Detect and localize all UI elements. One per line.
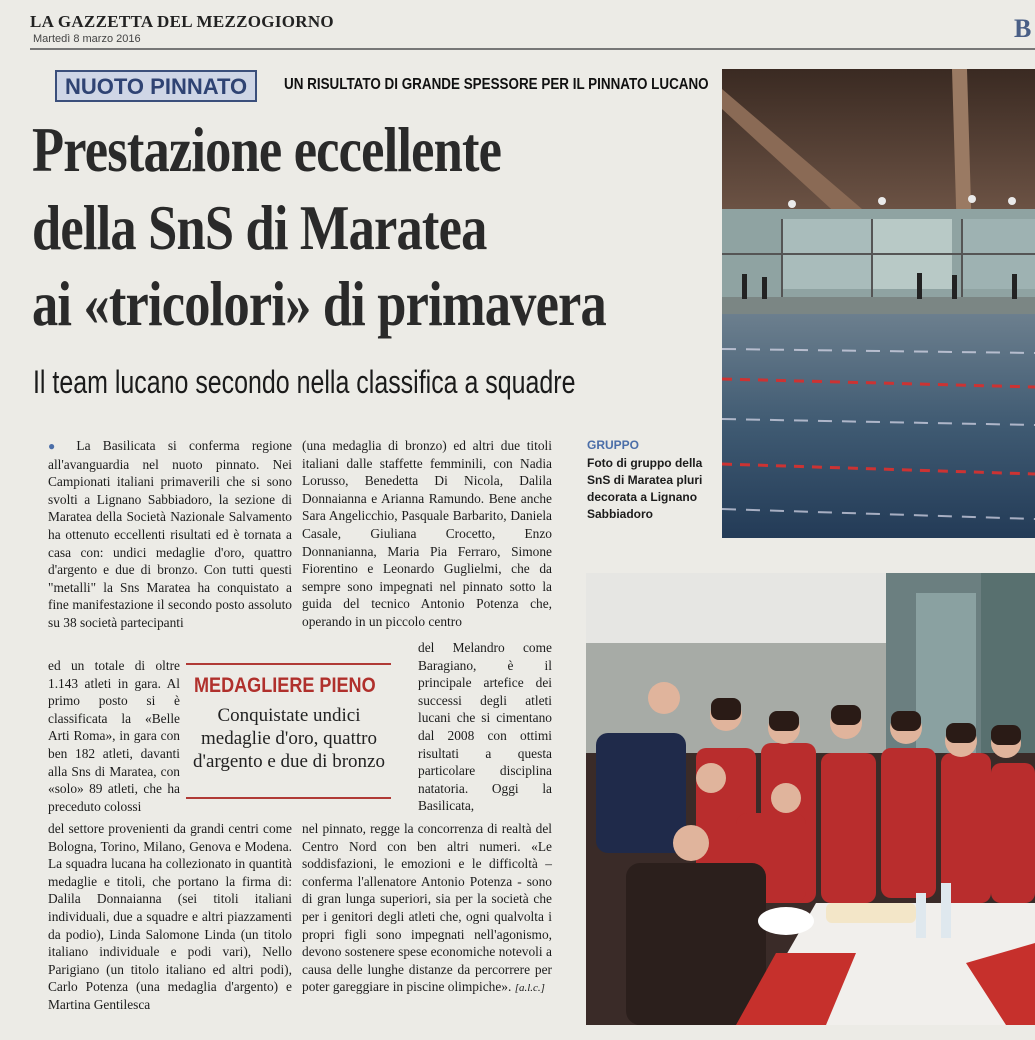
article-text: nel pinnato, regge la concorrenza di realtà del Centro Nord con ben altri numeri. «Le soddisfazioni, le emozioni e le difficoltà – conferma l'allenatore Antonio Potenza - sono di gran lunga superiori, sia per la società che per i genitori degli atleti che, ogni qualvolta i propri figli sono impegnati nell'agonismo, devono sostenere spese economiche notevoli a causa delle lunghe distanze da percorrere per poter gareggiare in piscine olimpiche». bbox=[302, 821, 552, 995]
pullquote-rule-top bbox=[186, 663, 391, 665]
pullquote-title: MEDAGLIERE PIENO bbox=[194, 674, 376, 697]
headline-line-3: ai «tricolori» di primavera bbox=[32, 268, 606, 339]
article-column-1-top bbox=[48, 437, 292, 632]
team-group-photo bbox=[586, 573, 1035, 1025]
author-signature: [a.l.c.] bbox=[514, 982, 545, 995]
caption-text: Foto di gruppo della SnS di Maratea pluri decorata a Lignano Sabbiadoro bbox=[587, 456, 703, 521]
article-column-1-bottom bbox=[48, 820, 292, 1014]
article-text: del Melandro come Baragiano, è il principale artefice dei successi degli atleti lucani che si cimentano dal 2008 con ottimi risultati a questa particolare disciplina natatoria. Oggi la Basilicata, bbox=[418, 640, 552, 814]
article-text: del settore provenienti da grandi centri come Bologna, Torino, Milano, Genova e Modena. La squadra lucana ha collezionato in quantità medaglie e titoli, che portano la firma di: Dalila Donnaianna (sei titoli italiani individuali, due a squadre e altri piazzamenti da podio), Linda Salomone Linda (un titolo italiano individuale e podi vari), Nello Parigiano (un titolo italiano ed altri podi), Carlo Potenza (una medaglia d'argento) e Martina Gentilesca bbox=[48, 821, 292, 1012]
article-text: (una medaglia di bronzo) ed altri due titoli italiani dalle staffette femminili, con Nadia Lorusso, Benedetta Di Nicola, Dalila Donnaianna e Arianna Ramundo. Bene anche Sara Angelicchio, Pasquale Barbarito, Daniela Casale, Giuliana Crocetto, Enzo Donnanianna, Maria Pia Ferraro, Simone Fiorentino e Leonardo Guglielmi, che da sempre sono impegnati nel pinnato sotto la guida del tecnico Antonio Potenza che, operando in un piccolo centro bbox=[302, 438, 552, 629]
section-badge: NUOTO PINNATO bbox=[55, 70, 257, 102]
newspaper-masthead: LA GAZZETTA DEL MEZZOGIORNO bbox=[30, 12, 334, 31]
pullquote-text: Conquistate undici medaglie d'oro, quattro d'argento e due di bronzo bbox=[193, 705, 385, 772]
article-column-2-bottom bbox=[302, 820, 552, 998]
headline-line-2: della SnS di Maratea bbox=[32, 192, 487, 263]
article-text: La Basilicata si conferma regione all'avanguardia nel nuoto pinnato. Nei Campionati italiani primaverili che si sono svolti a Lignano Sabbiadoro, la sezione di Maratea della Società Nazionale Salvamento ha ottenuto eccellenti risultati ed è tornata a casa con: undici medaglie d'oro, quattro d'argento e due di bronzo. Con tutti questi "metalli" la Sns Maratea ha conquistato a fine manifestazione il secondo posto assoluto su 38 società partecipanti bbox=[48, 438, 292, 630]
pullquote-rule-bottom bbox=[186, 797, 391, 799]
kicker-line: UN RISULTATO DI GRANDE SPESSORE PER IL PINNATO LUCANO bbox=[284, 76, 709, 93]
pool-photo bbox=[722, 69, 1035, 538]
caption-label: GRUPPO bbox=[587, 438, 640, 452]
subheadline: Il team lucano secondo nella classifica a squadre bbox=[33, 364, 576, 400]
article-text: ed un totale di oltre 1.143 atleti in gara. Al primo posto si è classificata la «Belle Arti Roma», in gara con ben 182 atleti, davanti alla Sns di Maratea, con «solo» 89 atleti, che ha preceduto colossi bbox=[48, 658, 180, 814]
article-column-1-narrow bbox=[48, 657, 180, 815]
headline-line-1: Prestazione eccellente bbox=[32, 114, 502, 185]
issue-date: Martedì 8 marzo 2016 bbox=[33, 33, 141, 45]
page-edge-letter: B bbox=[1014, 14, 1032, 43]
article-column-2-top bbox=[302, 437, 552, 631]
article-column-2-narrow bbox=[418, 639, 552, 815]
bullet-icon: ● bbox=[48, 439, 65, 453]
masthead-divider bbox=[30, 48, 1035, 50]
